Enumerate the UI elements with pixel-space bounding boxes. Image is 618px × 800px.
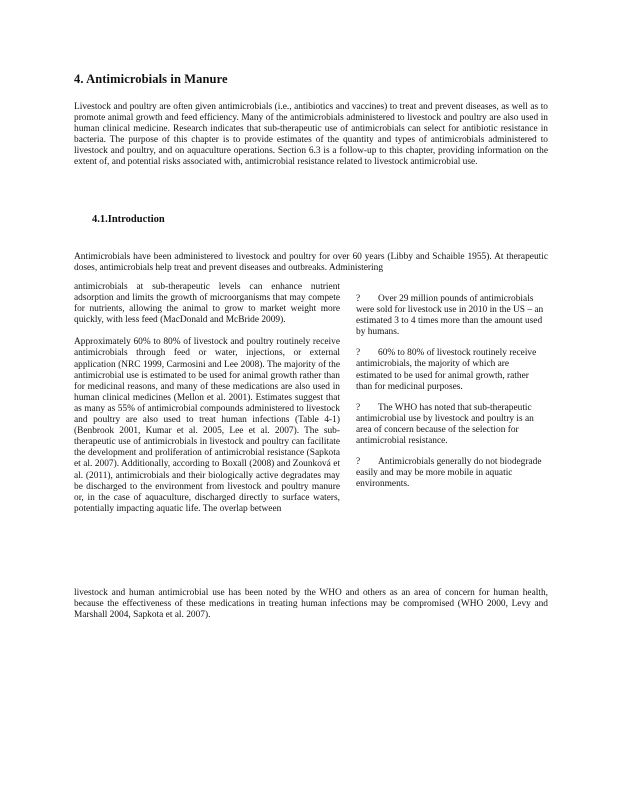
key-points-sidebar xyxy=(356,294,546,500)
section-title: 4. Antimicrobials in Manure xyxy=(74,72,228,86)
left-column xyxy=(74,282,340,515)
callout-bullet: ? xyxy=(356,348,361,359)
intro-paragraph-2: Approximately 60% to 80% of livestock and poultry routinely receive antimicrobials through feed or water, injections, or external application (NRC 1999, Carmosini and Lee 2008). The majority of the antimicrobial use is estimated to be used for animal growth rather than for medicinal reasons, and many of these medications are also used in human clinical medicines (Mellon et al. 2001). Estimates suggest that as many as 55% of antimicrobial compounds administered to livestock and poultry are also used to treat human infections (Table 4-1) (Benbrook 2001, Kumar et al. 2005, Lee et al. 2007). The sub-therapeutic use of antimicrobials in livestock and poultry can facilitate the development and proliferation of antimicrobial resistance (Sapkota et al. 2007). Additionally, according to Boxall (2008) and Zounková et al. (2011), antimicrobials and their biologically active degradates may be discharged to the environment from livestock and poultry manure or, in the case of aquaculture, discharged directly to surface waters, potentially impacting aquatic life. The overlap between xyxy=(74,337,340,514)
intro-paragraph-1-rest: antimicrobials at sub-therapeutic levels can enhance nutrient adsorption and limits the growth of microorganisms that may compete for nutrients, allowing the animal to grow to market weight more quickly, with less feed (MacDonald and McBride 2009). xyxy=(74,282,340,326)
intro-paragraph-1-top: Antimicrobials have been administered to livestock and poultry for over 60 years (Libby and Schaible 1955). At therapeutic doses, antimicrobials help treat and prevent diseases and outbreaks. Administering xyxy=(74,252,548,274)
callout-3 xyxy=(356,403,546,447)
subsection-title: 4.1.Introduction xyxy=(92,214,165,225)
callout-2 xyxy=(356,348,546,392)
callout-1 xyxy=(356,294,546,338)
callout-text: The WHO has noted that sub-therapeutic antimicrobial use by livestock and poultry is an area of concern because of the selection for antimicrobial resistance. xyxy=(356,402,534,447)
intro-paragraph-2-continued: livestock and human antimicrobial use has been noted by the WHO and others as an area of concern for human health, because the effectiveness of these medications in treating human infections may be compromised (WHO 2000, Levy and Marshall 2004, Sapkota et al. 2007). xyxy=(74,588,548,621)
callout-bullet: ? xyxy=(356,402,361,413)
callout-bullet: ? xyxy=(356,294,361,304)
callout-text: 60% to 80% of livestock routinely receive antimicrobials, the majority of which are estimated to be used for animal growth, rather than for medicinal purposes. xyxy=(356,348,537,392)
callout-4 xyxy=(356,457,546,490)
callout-text: Over 29 million pounds of antimicrobials were sold for livestock use in 2010 in the US – an estimated 3 to 4 times more than the amount used by humans. xyxy=(356,294,544,338)
callout-text: Antimicrobials generally do not biodegrade easily and may be more mobile in aquatic environments. xyxy=(356,457,542,490)
callout-bullet: ? xyxy=(356,457,361,468)
intro-paragraph: Livestock and poultry are often given antimicrobials (i.e., antibiotics and vaccines) to treat and prevent diseases, as well as to promote animal growth and feed efficiency. Many of the antimicrobials administered to livestock and poultry are also used in human clinical medicine. Research indicates that sub-therapeutic use of antimicrobials can select for antibiotic resistance in bacteria. The purpose of this chapter is to provide estimates of the quantity and types of antimicrobials administered to livestock and poultry, and on aquaculture operations. Section 6.3 is a follow-up to this chapter, providing information on the extent of, and potential risks associated with, antimicrobial resistance related to livestock antimicrobial use. xyxy=(74,102,548,168)
